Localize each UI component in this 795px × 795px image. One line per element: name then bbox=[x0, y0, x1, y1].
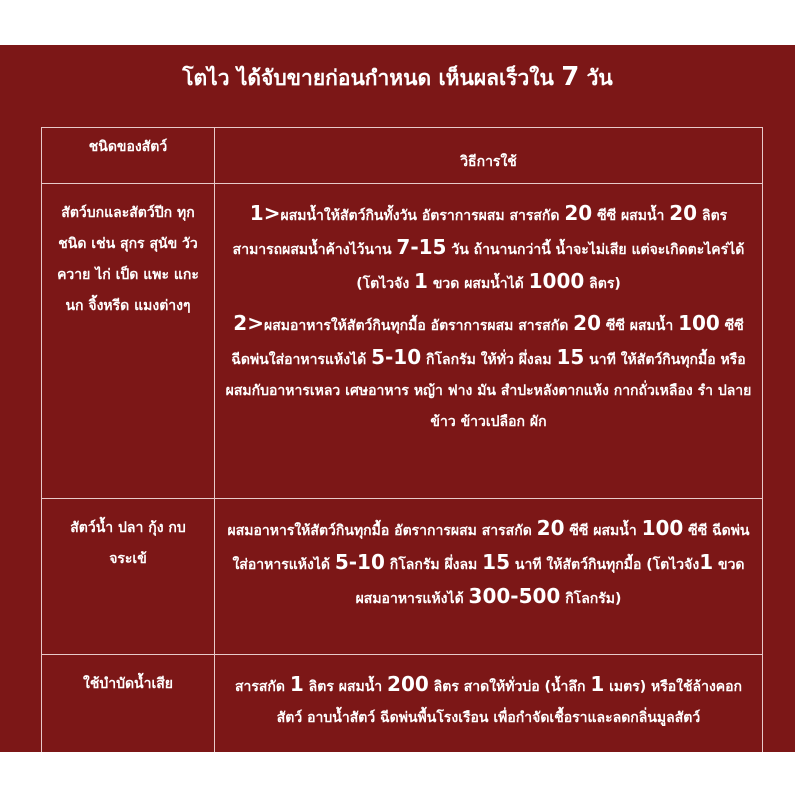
method-paragraph-1 bbox=[225, 669, 752, 734]
number-run: 15 bbox=[482, 550, 511, 574]
method-cell bbox=[215, 655, 763, 753]
animal-cell: สัตว์น้ำ ปลา กุ้ง กบ จระเข้ bbox=[42, 499, 215, 655]
step-marker: 1> bbox=[249, 201, 281, 225]
method-paragraph-1 bbox=[225, 513, 752, 615]
text-run: ขวด ผสมน้ำได้ bbox=[427, 276, 529, 292]
text-run: ผสมอาหารให้สัตว์กินทุกมื้อ อัตราการผสม สารสกัด bbox=[227, 523, 537, 539]
number-run: 300-500 bbox=[468, 584, 561, 608]
step-marker: 2> bbox=[233, 311, 264, 335]
text-run: เมตร) หรือใช้ล้างคอกสัตว์ อาบน้ำสัตว์ ฉีดพ่นพื้นโรงเรือน เพื่อกำจัดเชื้อราและลดกลิ่นมูลสัตว์ bbox=[276, 679, 743, 726]
text-run: ลิตร ผสมน้ำ bbox=[303, 679, 388, 695]
method-paragraph-2 bbox=[225, 308, 752, 438]
product-panel bbox=[0, 45, 795, 752]
number-run: 7-15 bbox=[396, 235, 447, 259]
text-run: สารสกัด bbox=[234, 679, 290, 695]
table-row bbox=[42, 184, 763, 499]
number-run: 5-10 bbox=[334, 550, 385, 574]
number-run: 1000 bbox=[528, 269, 585, 293]
number-run: 1 bbox=[590, 672, 605, 696]
animal-cell: สัตว์บกและสัตว์ปีก ทุกชนิด เช่น สุกร สุนัข วัว ควาย ไก่ เป็ด แพะ แกะ นก จิ้งหรีด แมงต่างๆ bbox=[42, 184, 215, 499]
table-row bbox=[42, 499, 763, 655]
number-run: 20 bbox=[564, 201, 593, 225]
usage-table bbox=[41, 127, 763, 752]
table-header-row bbox=[42, 128, 763, 184]
title-suffix: วัน bbox=[586, 66, 613, 90]
text-run: ซีซี ผสมน้ำ bbox=[601, 318, 679, 334]
text-run: ขวด ผสมอาหารแห้งได้ bbox=[355, 557, 745, 607]
text-run: ซีซี ผสมน้ำ bbox=[564, 523, 642, 539]
number-run: 1 bbox=[699, 550, 714, 574]
table-row bbox=[42, 655, 763, 753]
text-run: ซีซี ฉีดพ่นใส่อาหารแห้งได้ bbox=[232, 523, 750, 573]
text-run: นาที ให้สัตว์กินทุกมื้อ (โตไวจัง bbox=[510, 557, 700, 573]
number-run: 5-10 bbox=[371, 345, 422, 369]
number-run: 100 bbox=[678, 311, 720, 335]
text-run: กิโลกรัม ผึ่งลม bbox=[384, 557, 483, 573]
page-title bbox=[0, 57, 795, 98]
header-usage-method bbox=[215, 128, 763, 184]
number-run: 20 bbox=[573, 311, 602, 335]
number-run: 1 bbox=[414, 269, 428, 293]
method-cell bbox=[215, 184, 763, 499]
number-run: 1 bbox=[289, 672, 304, 696]
text-run: กิโลกรัม ให้ทั่ว ผึ่งลม bbox=[421, 352, 557, 368]
header-animal-label: ชนิดของสัตว์ bbox=[88, 139, 168, 155]
text-run: วัน ถ้านานกว่านี้ น้ำจะไม่เสีย แต่จะเกิดตะไคร่ได้ (โตไวจัง bbox=[356, 242, 745, 292]
method-cell bbox=[215, 499, 763, 655]
header-method-label: วิธีการใช้ bbox=[460, 154, 517, 170]
number-run: 100 bbox=[641, 516, 684, 540]
text-run: ผสมอาหารให้สัตว์กินทุกมื้อ อัตราการผสม สารสกัด bbox=[263, 318, 574, 334]
method-paragraph-1 bbox=[225, 198, 752, 300]
text-run: ผสมน้ำให้สัตว์กินทั้งวัน อัตราการผสม สารสกัด bbox=[280, 208, 565, 224]
number-run: 200 bbox=[387, 672, 429, 696]
text-run: นาที ให้สัตว์กินทุกมื้อ หรือผสมกับอาหารเหลว เศษอาหาร หญ้า ฟาง มัน สำปะหลังตากแห้ง กากถั่วเหลือง รำ ปลายข้าว ข้าวเปลือก ผัก bbox=[225, 352, 752, 430]
header-animal-type bbox=[42, 128, 215, 184]
number-run: 15 bbox=[556, 345, 585, 369]
text-run: ซีซี ฉีดพ่นใส่อาหารแห้งได้ bbox=[231, 318, 744, 368]
number-run: 20 bbox=[669, 201, 698, 225]
text-run: ลิตร สาดให้ทั่วบ่อ (น้ำลึก bbox=[428, 679, 591, 695]
text-run: ลิตร) bbox=[584, 276, 621, 292]
number-run: 20 bbox=[536, 516, 565, 540]
animal-cell: ใช้บำบัดน้ำเสีย bbox=[42, 655, 215, 753]
text-run: ลิตร สามารถผสมน้ำค้างไว้นาน bbox=[232, 208, 728, 258]
text-run: กิโลกรัม) bbox=[560, 591, 622, 607]
title-number: 7 bbox=[561, 62, 580, 92]
text-run: ซีซี ผสมน้ำ bbox=[592, 208, 670, 224]
title-text: โตไว ได้จับขายก่อนกำหนด เห็นผลเร็วใน bbox=[182, 66, 554, 90]
